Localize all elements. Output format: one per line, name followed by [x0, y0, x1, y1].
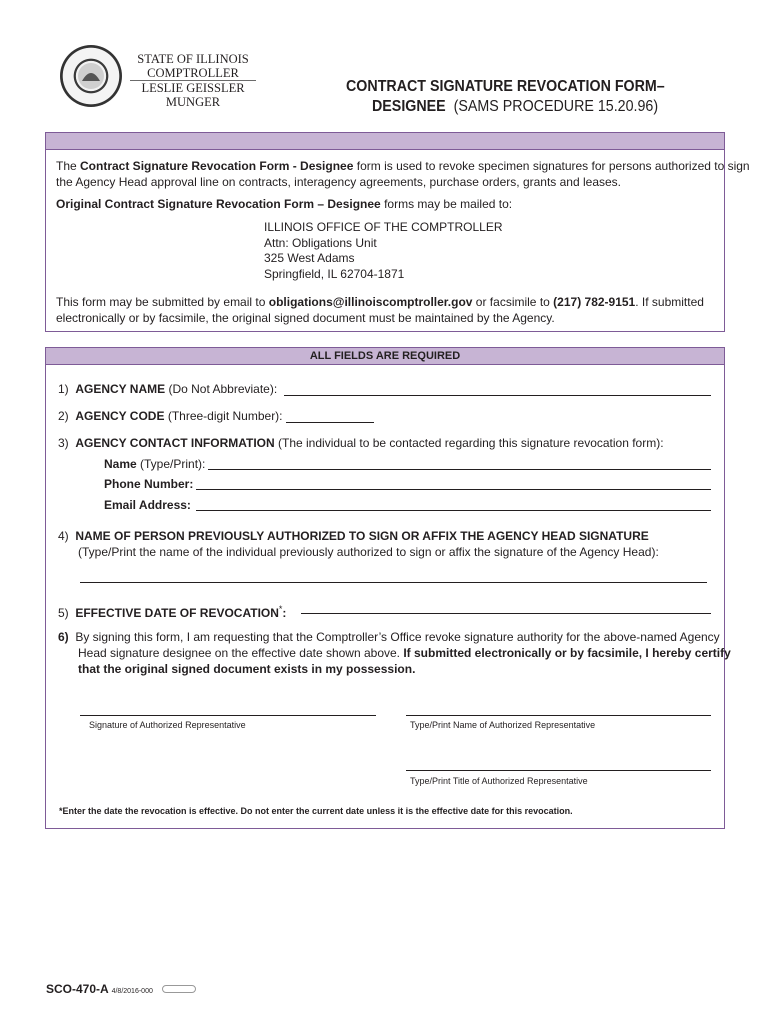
- intro-band: [46, 133, 724, 150]
- printer-logo: [162, 985, 196, 993]
- print-name-label: Type/Print Name of Authorized Representative: [410, 720, 596, 730]
- office-name: COMPTROLLER: [130, 66, 256, 81]
- effective-date-input[interactable]: [301, 613, 711, 614]
- form-date: 4/8/2016-000: [111, 988, 153, 995]
- field-previous-signer-label: 4) NAME OF PERSON PREVIOUSLY AUTHORIZED TO SIGN OR AFFIX THE AGENCY HEAD SIGNATURE (Type/Print the name of the individual previously authorized to sign or affix the signature of the Agency Head):: [58, 529, 659, 559]
- contact-phone-input[interactable]: [196, 489, 711, 490]
- agency-name-input[interactable]: [284, 395, 711, 396]
- form-number: SCO-470-A 4/8/2016-000: [46, 982, 153, 996]
- agency-code-input[interactable]: [286, 422, 374, 423]
- signature-label: Signature of Authorized Representative: [89, 720, 246, 730]
- print-name-input[interactable]: [406, 715, 711, 716]
- fax-number: (217) 782-9151: [553, 295, 636, 309]
- form-subtitle: [372, 98, 658, 116]
- official-name: LESLIE GEISSLER MUNGER: [141, 81, 245, 109]
- required-band: ALL FIELDS ARE REQUIRED: [46, 348, 724, 365]
- contact-phone-label: Phone Number:: [104, 477, 194, 491]
- mailing-address: ILLINOIS OFFICE OF THE COMPTROLLER Attn: Obligations Unit 325 West Adams Springfield, IL 62704-1871: [264, 220, 503, 281]
- previous-signer-input[interactable]: [80, 582, 707, 583]
- contact-email-input[interactable]: [196, 510, 711, 511]
- form-title: CONTRACT SIGNATURE REVOCATION FORM–: [346, 78, 665, 95]
- print-title-input[interactable]: [406, 770, 711, 771]
- field-contact-label: 3) AGENCY CONTACT INFORMATION (The individual to be contacted regarding this signature revocation form):: [58, 436, 664, 450]
- print-title-label: Type/Print Title of Authorized Representative: [410, 776, 588, 786]
- signature-input[interactable]: [80, 715, 376, 716]
- mail-instructions: Original Contract Signature Revocation Form – Designee forms may be mailed to:: [56, 197, 513, 211]
- agency-header: [118, 52, 268, 109]
- field-agency-name-label: 1) AGENCY NAME (Do Not Abbreviate):: [58, 382, 278, 396]
- contact-name-label: Name (Type/Print):: [104, 457, 206, 471]
- contact-name-input[interactable]: [208, 469, 711, 470]
- certification-statement: 6) By signing this form, I am requesting that the Comptroller’s Office revoke signature authority for the above-named Agency Head signature designee on the effective date shown above. If submitted electronically or by facsimile, I hereby certify that the original signed document exists in my possession.: [58, 630, 731, 676]
- email-link[interactable]: obligations@illinoiscomptroller.gov: [268, 295, 473, 309]
- state-name: STATE OF ILLINOIS: [137, 52, 249, 66]
- field-effective-date-label: 5) EFFECTIVE DATE OF REVOCATION*:: [58, 604, 287, 620]
- subtitle-procedure: (SAMS PROCEDURE 15.20.96): [453, 98, 659, 115]
- intro-paragraph: The Contract Signature Revocation Form - Designee form is used to revoke specimen signatures for persons authorized to sign the Agency Head approval line on contracts, interagency agreements, purchase orders, grants and leases.: [56, 159, 750, 189]
- state-seal-logo: [60, 45, 122, 107]
- subtitle-bold: DESIGNEE: [372, 98, 446, 115]
- contact-email-label: Email Address:: [104, 498, 191, 512]
- submission-paragraph: This form may be submitted by email to obligations@illinoiscomptroller.gov or facsimile to (217) 782-9151. If submitted electronically or by facsimile, the original signed document must be maintained by the Agency.: [56, 295, 704, 325]
- field-agency-code-label: 2) AGENCY CODE (Three-digit Number):: [58, 409, 283, 423]
- footnote: *Enter the date the revocation is effective. Do not enter the current date unless it is the effective date for this revocation.: [59, 806, 573, 816]
